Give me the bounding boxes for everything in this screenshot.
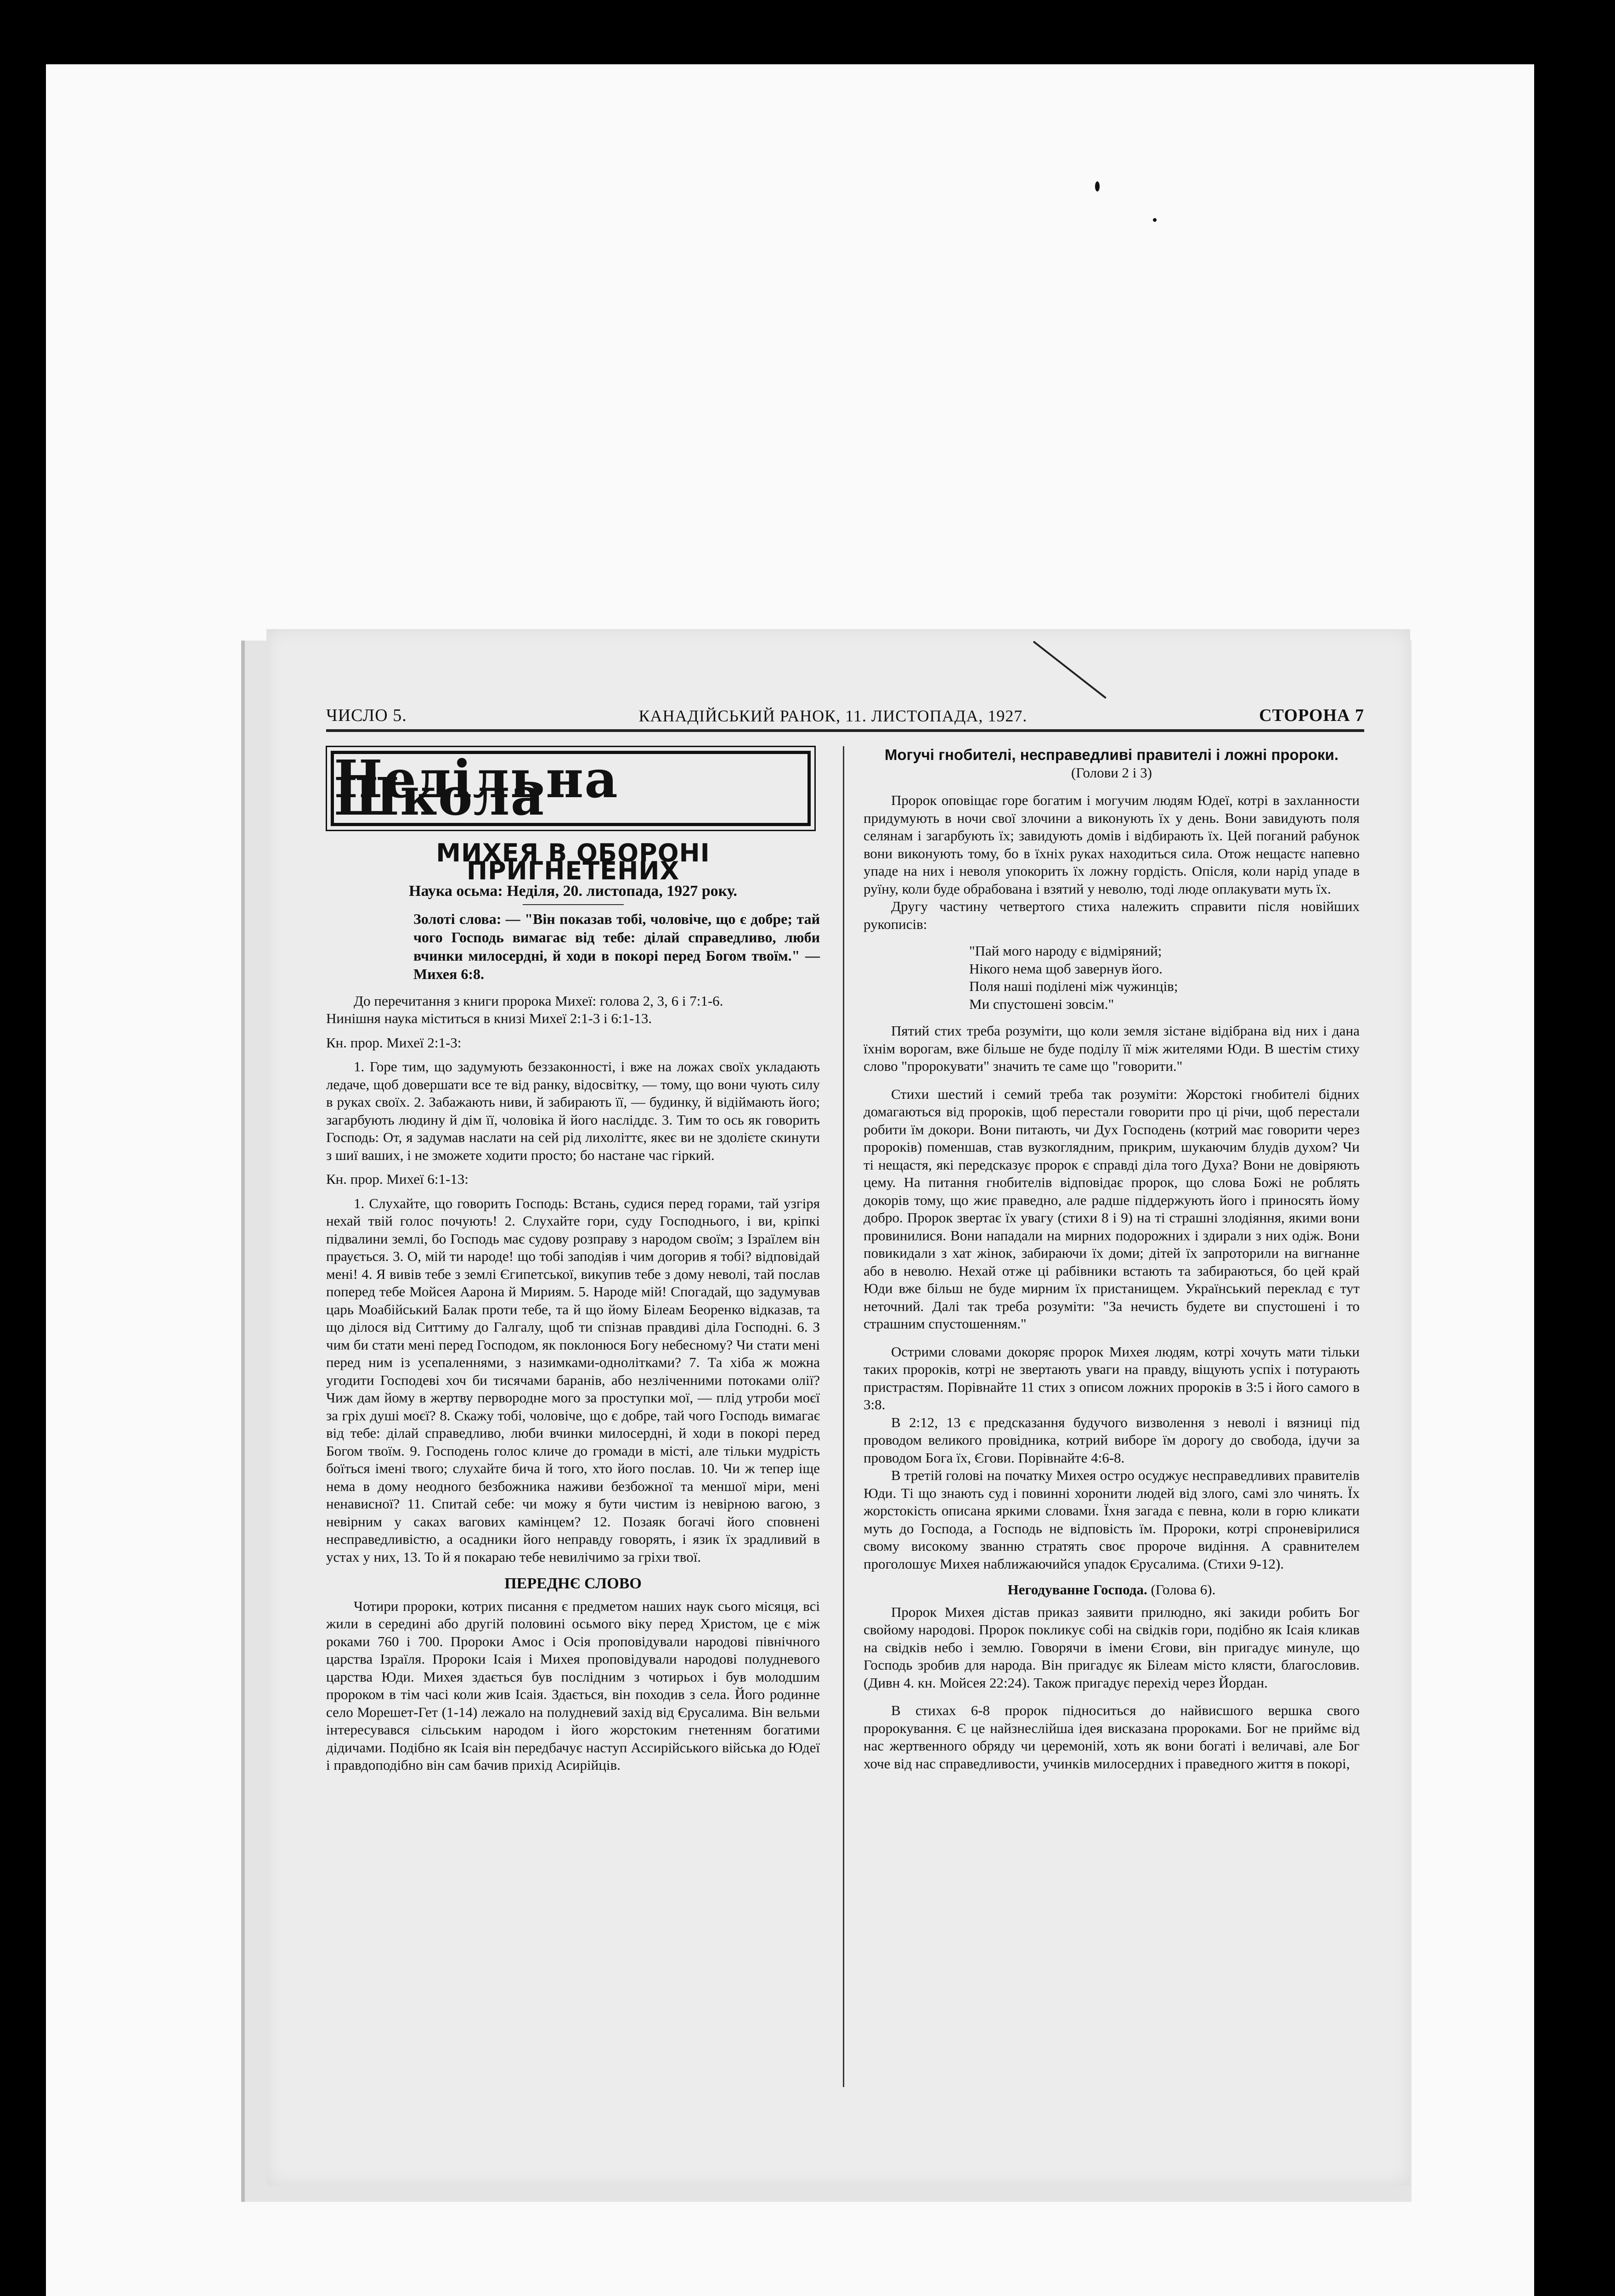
paragraph-7: В третій голові на початку Михея остро осуджує несправедливих правителів Юди. Ті що знають суд і повинні хоронити людей від злого, самі зло чинять. Їх жорстокість описана яркими словами. Їхня загада є певна, коли в горю кликати муть до Господа, а Господь не відповість їм. Пророки, котрі спроневірилися свому високому званню стратять своє пророче видіння. А сравнителем проголошує Михея наближаючийся упадок Єрусалима. (Стихи 9-12). <box>864 1467 1360 1572</box>
paragraph-5: Острими словами докоряє пророк Михея людям, котрі хочуть мати тільки таких пророків, котрі не звертають уваги на правду, віщують успіх і потурають пристрастям. Порівнайте 11 стих з описом ложних пророків в 3:5 і його самого в 3:8. <box>864 1343 1360 1412</box>
page-content <box>326 698 1364 2076</box>
verse-line: Нікого нема щоб завернув його. <box>969 960 1163 977</box>
verse-quote <box>969 942 1360 1013</box>
scripture-passage-1: 1. Горе тим, що задумують беззаконності, і вже на ложах своїх укладають ледаче, щоб довершати все те від ранку, відосвітку, — тому, що вони чують силу в руках своїх. 2. Забажають ниви, й забирають її, — будинку, й відіймають його; загарбують людину й дім її, чоловіка й його насліддє. 3. Тим то ось як говорить Господь: От, я задумав наслати на сей рід лихоліттє, якеє ви не здолієте скинути з шиї ваших, і не зможете ходити просто; бо настане час гіркий. <box>326 1058 820 1163</box>
scripture-passage-2: 1. Слухайте, що говорить Господь: Встань, судися перед горами, тай узгіря нехай твій голос почують! 2. Слухайте гори, суду Господнього, і ви, кріпкі підвалини землі, бо Господь має судову розправу з народом своїм; з Ізраїлем він праується. 3. О, мій ти народе! що тобі заподіяв і чим догорив я тобі? відповідай мені! 4. Я вивів тебе з землі Єгипетської, викупив тебе з дому неволі, тай послав поперед тебе Мойсея Аарона й Мириям. 5. Народе мій! Спогадай, що задумував царь Моабійський Балак проти тебе, та й що йому Білеам Беоренко відказав, та що ділося від Ситтиму до Галгалу, щоб ти спізнав правдиві діла Господні. 6. З чим би стати мені перед Господом, як поклонюся Богу небесному? Чи стати мені перед ним із усепаленнями, з назимками-однолітками? 7. Та хіба ж можна угодити Господеві хоч би тисячами баранів, або незліченними потоками олії? Чиж дам йому в жертву первородне мого за проступки мої, — плід утроби моєї за гріх душі моєї? 8. Скажу тобі, чоловіче, що є добре, тай чого Господь вимагає від тебе: ділай справедливо, люби вчинки милосердні, й ходи в покорі перед Богом твоїм. 9. Господень голос кличе до громади в місті, але тільки мудрість боїться імені твого; слухайте бича й того, хто його послав. 10. Чи ж тепер іще нема в дому неодного безбожника наживи безбожної та меншої міри, мені ненависної? 11. Спитай себе: чи можу я бути чистим із невірною вагою, з невірним у саках вагових камінцем? 12. Позаяк богачі його сповнені несправедливістю, а осадники його неправду говорять, і язик їх зрадливий в устах у них, 13. То й я покараю тебе невилічимо за гріхи твої. <box>326 1195 820 1565</box>
golden-text: Золоті слова: — "Він показав тобі, чоловіче, що є добре; тай чого Господь вимагає від тебе: ділай справедливо, люби вчинки милосердні, й ходи в покорі перед Богом твоїм." — Михея 6:8. <box>413 910 820 982</box>
newspaper-title-date: КАНАДІЙСЬКИЙ РАНОК, 11. ЛИСТОПАДА, 1927. <box>638 707 1028 725</box>
displeasure-chapter: (Голова 6). <box>1151 1581 1216 1598</box>
dust-speck <box>1153 218 1157 222</box>
paragraph-1: Пророк оповіщає горе богатим і могучим людям Юдеї, котрі в захланности придумують в ночи свої злочини а виконують їх у день. Вони завидують поля селянам і загарбують їх; завидують домів і відбирають їх. Цей поганий рабунок вони виконують тому, бо в їхніх руках находиться сила. Отож нещастє напевно упаде на них і неволя упокорить їх ложну гордість. Опісля, коли нарід упаде в руїну, коли буде обрабована і взятий у неволю, тоді люде оплакувати муть їх. <box>864 792 1360 897</box>
short-rule <box>523 904 624 905</box>
page-number: СТОРОНА 7 <box>1259 706 1364 725</box>
paragraph-9: В стихах 6-8 пророк підноситься до найвисшого вершка свого пророкування. Є це найзнеслійша ідея висказана пророками. Бог не приймє від нас жертвенного обряду чи церемоній, хоть як вони богаті і величаві, але Бог хоче від нас справедливости, учинків милосердних і праведного життя в покорі, <box>864 1702 1360 1772</box>
section-heading-displeasure <box>864 1581 1360 1599</box>
preface-heading: ПЕРЕДНЄ СЛОВО <box>504 1575 642 1592</box>
paragraph-8: Пророк Михея дістав приказ заявити прилюдно, які закиди робить Бог свойому народові. Пророк покликує собі на свідків гори, подібно як Ісаія кликав на свідків небо і землю. Говорячи в імени Єгови, він пригадує минуле, що Господь зробив для народа. Він пригадує як Білеам місто кляcти, благословив. (Дивн 4. кн. Мойсея 22:24). Також пригадує перехід через Йордан. <box>864 1604 1360 1691</box>
displeasure-title: Негодуванне Господа. <box>1007 1581 1147 1598</box>
reading-line-1: До перечитання з книги пророка Михеї: голова 2, 3, 6 і 7:1-6. <box>354 992 723 1009</box>
reading-line-2: Нинішня наука міститься в книзі Михеї 2:1-3 і 6:1-13. <box>326 1010 652 1026</box>
page-header <box>326 698 1364 732</box>
sunday-school-masthead: Недільна Школа <box>331 751 811 826</box>
verse-line: Поля наші поділені між чужинців; <box>969 978 1178 994</box>
scripture-reference-1: Кн. прор. Михеї 2:1-3: <box>326 1034 462 1051</box>
newspaper-page <box>266 629 1410 2186</box>
preface-paragraph: Чотири пророки, котрих писання є предметом наших наук сього місяця, всі жили в середині або другій половині осьмого віку перед Христом, це є між роками 760 і 700. Пророки Амос і Осія проповідували народові північного царства Ізраїля. Пророки Ісаія і Михея проповідували народові полудневого царства Юди. Михея здається був послідним з чотирьох і був молодшим пророком в тім часі коли жив Ісаія. Здається, він походив з села. Його родинне село Морешет-Гет (1-14) лежало на полудневий захід від Єрусалима. Він вельми інтересувався сільським народом і його жорстоким гнетенням богатими дідичами. Подібно як Ісаія він передбачує наступ Ассирійського війська до Юдеї і правдоподібно він сам бачив прихід Асирійців. <box>326 1598 820 1773</box>
right-column <box>864 746 1360 1773</box>
lesson-line: Наука осьма: Неділя, 20. листопада, 1927 року. <box>409 883 737 900</box>
dust-speck <box>1095 181 1100 191</box>
verse-line: "Пай мого народу є відміряний; <box>969 943 1162 959</box>
scripture-reference-2: Кн. прор. Михеї 6:1-13: <box>326 1171 469 1187</box>
paragraph-3: Пятий стих треба розуміти, що коли земля зістане відібрана від них і дана їхнім ворогам, вже більше не буде поділу її між жителями Юди. В шестім стиху слово "пророкувати" значить те саме що "говорити." <box>864 1023 1360 1074</box>
paragraph-2: Другу частину четвертого стиха належить справити після новійших рукописів: <box>864 898 1360 932</box>
column-divider <box>843 746 844 2087</box>
issue-number: ЧИСЛО 5. <box>326 706 407 725</box>
section-subheading-chapters: (Голови 2 і 3) <box>1071 764 1152 781</box>
section-heading-oppressors: Могучі гнобителі, несправедливі правителі і ложні пророки. <box>884 746 1339 763</box>
verse-line: Ми спустошені зовсім." <box>969 996 1114 1012</box>
paragraph-6: В 2:12, 13 є предсказання будучого визволення з неволі і вязниці під проводом великого провідника, котрий виборе їм дорогу до свобода, ідучи за проводом Бога їх, Єгови. Порівнайте 4:6-8. <box>864 1414 1360 1466</box>
article-title: МИХЕЯ В ОБОРОНІ ПРИГНЕТЕНИХ <box>436 838 710 885</box>
left-column <box>326 746 820 1774</box>
paragraph-4: Стихи шестий і семий треба так розуміти: Жорстокі гнобителі бідних домагаються від пророків, щоб перестали говорити про ці річи, щоб перестали робити їм докори. Вони питають, чи Дух Господень (котрий має говорити через пророків) поменшав, став вузкоглядним, прикрим, шукаючим блудів духом? Чи ті нещастя, які передсказує пророк є справді діла того Духа? Вони не довіряють цему. На питання гнобителів відповідає пророк, що слова Божі не роблять докорів тому, що жиє праведно, але радше піддержують його і приносять йому добро. Пророк звертає їх увагу (стихи 8 і 9) на ті страшні злодіяння, якими вони провинилися. Вони нападали на мирних подорожних і здирали з них одіж. Вони повикидали з хат жінок, забираючи їх доми; дітей їх запроторили на вигнанне або в неволю. Нехай отже ці рабівники встають та забираються, бо цей край Юди вже більш не буде мирним їх пристанищем. Український переклад є тут неточний. Далі так треба розуміти: "За нечисть будете ви спустошені і то страшним спустошенням." <box>864 1086 1360 1332</box>
